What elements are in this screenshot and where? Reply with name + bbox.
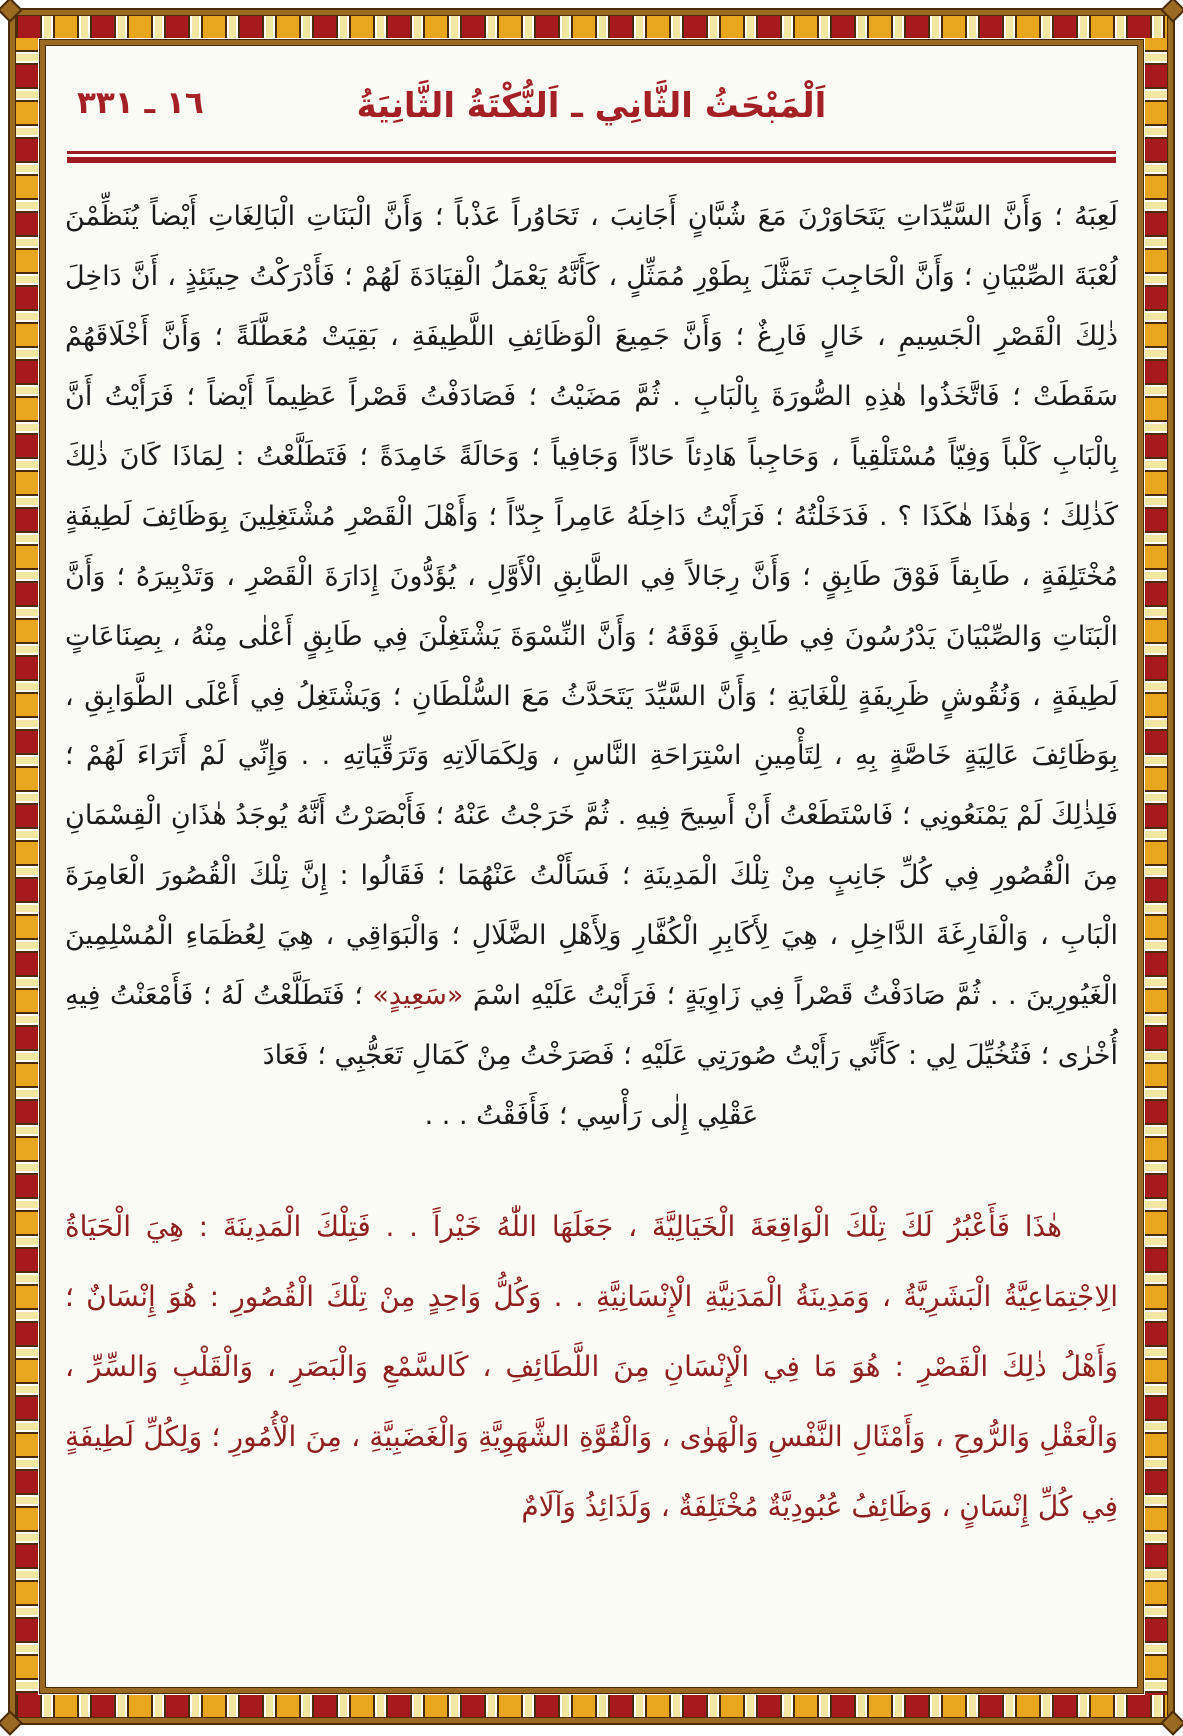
page-sheet bbox=[40, 40, 1143, 1693]
palace-name-highlight: «سَعِيدٍ» bbox=[372, 980, 464, 1012]
page-header bbox=[65, 71, 1118, 141]
interpretation-paragraph: هٰذَا فَأَعْبُرُ لَكَ تِلْكَ الْوَاقِعَةَ الْخَيَالِيَّةَ ، جَعَلَهَا اللّٰهُ خَيْراً . . فَتِلْكَ الْمَدِينَةَ : هِيَ الْحَيَاةُ الِاجْتِمَاعِيَّةُ الْبَشَرِيَّةُ ، وَمَدِينَةُ الْمَدَنِيَّةِ الْإِنْسَانِيَّةِ . . وَكُلُّ وَاحِدٍ مِنْ تِلْكَ الْقُصُورِ : هُوَ إِنْسَانٌ ؛ وَأَهْلُ ذٰلِكَ الْقَصْرِ : هُوَ مَا فِي الْإِنْسَانِ مِنَ اللَّطَائِفِ ، كَالسَّمْعِ وَالْبَصَرِ ، وَالْقَلْبِ وَالسِّرِّ ، وَالْعَقْلِ وَالرُّوحِ ، وَأَمْثَالِ النَّفْسِ وَالْهَوٰى ، وَالْقُوَّةِ الشَّهَوِيَّةِ وَالْغَضَبِيَّةِ ، مِنَ الْأُمُورِ ؛ وَلِكُلِّ لَطِيفَةٍ فِي كُلِّ إِنْسَانٍ ، وَظَائِفُ عُبُودِيَّةٌ مُخْتَلِفَةٌ ، وَلَذَائِذُ وَآلَامٌ bbox=[65, 1210, 1118, 1523]
page-content bbox=[45, 45, 1138, 1688]
closing-line: عَقْلِي إِلٰى رَأْسِي ؛ فَأَفَقْتُ . . . bbox=[424, 1100, 759, 1132]
narrative-text-before: لَعِبَهُ ؛ وَأَنَّ السَّيِّدَاتِ يَتَحَاوَرْنَ مَعَ شُبَّانٍ أَجَانِبَ ، تَحَاوُراً عَذْباً ؛ وَأَنَّ الْبَنَاتِ الْبَالِغَاتِ أَيْضاً يُنَظِّمْنَ لُعْبَةَ الصِّبْيَانِ ؛ وَأَنَّ الْحَاجِبَ تَمَثَّلَ بِطَوْرِ مُمَثِّلٍ ، كَأَنَّهُ يَعْمَلُ الْقِيَادَةَ لَهُمْ ؛ فَأَدْرَكْتُ حِينَئِذٍ ، أَنَّ دَاخِلَ ذٰلِكَ الْقَصْرِ الْجَسِيمِ ، خَالٍ فَارِغٌ ؛ وَأَنَّ جَمِيعَ الْوَظَائِفِ اللَّطِيفَةِ ، بَقِيَتْ مُعَطَّلَةً ؛ وَأَنَّ أَخْلَاقَهُمْ سَقَطَتْ ؛ فَاتَّخَذُوا هٰذِهِ الصُّورَةَ بِالْبَابِ . ثُمَّ مَضَيْتُ ؛ فَصَادَفْتُ قَصْراً عَظِيماً أَيْضاً ؛ فَرَأَيْتُ أَنَّ بِالْبَابِ كَلْباً وَفِيّاً مُسْتَلْقِياً ، وَحَاجِباً هَادِئاً حَادّاً وَجَافِياً ؛ وَحَالَةً خَامِدَةً ؛ فَتَطَلَّعْتُ : لِمَاذَا كَانَ ذٰلِكَ كَذٰلِكَ ؛ وَهٰذَا هٰكَذَا ؟ . فَدَخَلْتُهُ ؛ فَرَأَيْتُ دَاخِلَهُ عَامِراً جِدّاً ؛ وَأَهْلَ الْقَصْرِ مُشْتَغِلِينَ بِوَظَائِفَ لَطِيفَةٍ مُخْتَلِفَةٍ ، طَابِقاً فَوْقَ طَابِقٍ ؛ وَأَنَّ رِجَالاً فِي الطَّابِقِ الْأَوَّلِ ، يُؤَدُّونَ إِدَارَةَ الْقَصْرِ ، وَتَدْبِيرَهُ ؛ وَأَنَّ الْبَنَاتِ وَالصِّبْيَانَ يَدْرُسُونَ فِي طَابِقٍ فَوْقَهُ ؛ وَأَنَّ النِّسْوَةَ يَشْتَغِلْنَ فِي طَابِقٍ أَعْلٰى مِنْهُ ، بِصِنَاعَاتٍ لَطِيفَةٍ ، وَنُقُوشٍ ظَرِيفَةٍ لِلْغَايَةِ ؛ وَأَنَّ السَّيِّدَ يَتَحَدَّثُ مَعَ السُّلْطَانِ ؛ وَيَشْتَغِلُ فِي أَعْلَى الطَّوَابِقِ ، بِوَظَائِفَ عَالِيَةٍ خَاصَّةٍ بِهِ ، لِتَأْمِينِ اسْتِرَاحَةِ النَّاسِ ، وَلِكَمَالَاتِهِ وَتَرَقِّيَاتِهِ . . وَإِنِّي لَمْ أَتَرَاءَ لَهُمْ ؛ فَلِذٰلِكَ لَمْ يَمْنَعُونِي ؛ فَاسْتَطَعْتُ أَنْ أَسِيحَ فِيهِ . ثُمَّ خَرَجْتُ عَنْهُ ؛ فَأَبْصَرْتُ أَنَّهُ يُوجَدُ هٰذَانِ الْقِسْمَانِ مِنَ الْقُصُورِ فِي كُلِّ جَانِبٍ مِنْ تِلْكَ الْمَدِينَةِ ؛ فَسَأَلْتُ عَنْهُمَا ؛ فَقَالُوا : إِنَّ تِلْكَ الْقُصُورَ الْعَامِرَةَ الْبَابِ ، وَالْفَارِغَةَ الدَّاخِلِ ، هِيَ لِأَكَابِرِ الْكُفَّارِ وَلِأَهْلِ الضَّلَالِ ؛ وَالْبَوَاقِي ، هِيَ لِعُظَمَاءِ الْمُسْلِمِينَ الْغَيُورِينَ . . ثُمَّ صَادَفْتُ قَصْراً فِي زَاوِيَةٍ ؛ فَرَأَيْتُ عَلَيْهِ اسْمَ bbox=[65, 201, 1118, 1012]
page-title: اَلْمَبْحَثُ الثَّانِي ـ اَلنُّكْتَةُ الثَّانِيَةُ bbox=[356, 86, 827, 126]
narrative-paragraph bbox=[65, 187, 1118, 1086]
page-numbers: ١٦ ـ ٣٣١ bbox=[77, 85, 204, 121]
narrative-text-after: ؛ فَتَطَلَّعْتُ لَهُ ؛ فَأَمْعَنْتُ فِيهِ أُخْرٰى ؛ فَتُخُيِّلَ لِي : كَأَنِّي رَأَيْتُ صُورَتِي عَلَيْهِ ؛ فَصَرَخْتُ مِنْ كَمَالِ تَعَجُّبِي ؛ فَعَادَ bbox=[65, 980, 1118, 1072]
header-divider bbox=[67, 151, 1116, 163]
ornamental-border bbox=[8, 8, 1175, 1725]
